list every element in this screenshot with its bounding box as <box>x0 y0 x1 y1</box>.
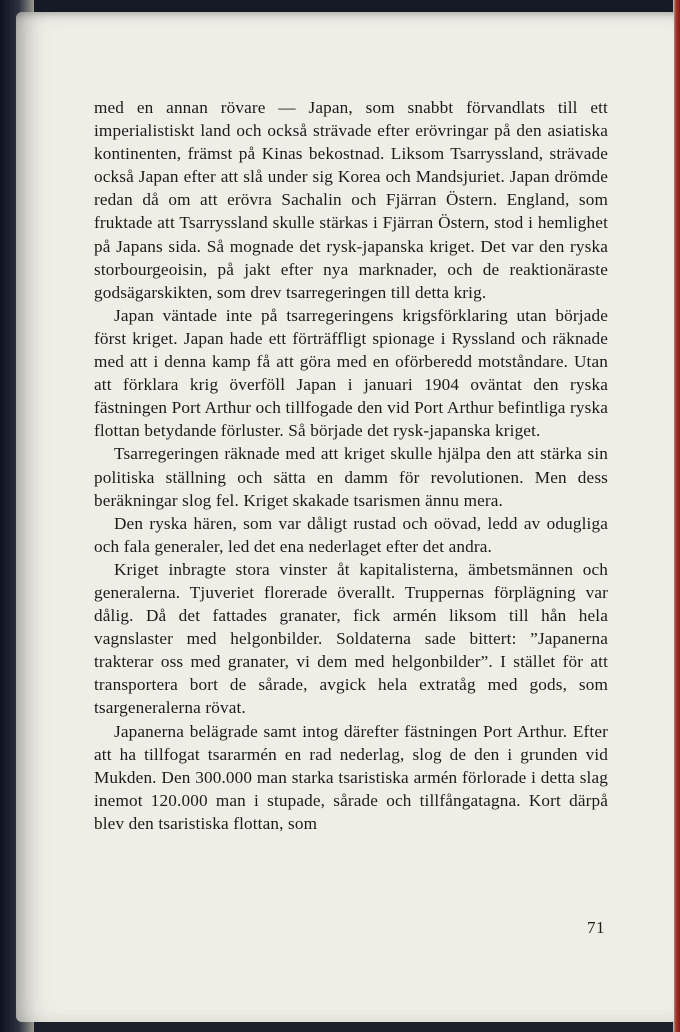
paragraph-3: Tsarregeringen räknade med att kriget skulle hjälpa den att stärka sin politiska ställning och sätta en damm för revolutionen. Men dess beräkningar slog fel. Kriget skakade tsarismen ännu mera. <box>94 444 608 510</box>
paragraph-5: Kriget inbragte stora vinster åt kapitalisterna, ämbetsmännen och generalerna. Tjuveriet florerade överallt. Truppernas förplägning var dålig. Då det fattades granater, fick armén liksom till hån hela vagnslaster med helgonbilder. Soldaterna sade bittert: ”Japanerna trakterar oss med granater, vi dem med helgonbilder”. I stället för att transportera bort de sårade, avgick hela extratåg med gods, som tsargeneralerna rövat. <box>94 559 608 718</box>
page-number: 71 <box>587 918 605 937</box>
book-page <box>16 12 674 1022</box>
book-cover-edge <box>673 0 680 1032</box>
page-body-text <box>94 96 608 835</box>
paragraph-6: Japanerna belägrade samt intog därefter fästningen Port Arthur. Efter att ha tillfogat tsararmén en rad nederlag, slog de den i grunden vid Mukden. Den 300.000 man starka tsaristiska armén förlorade i detta slag inemot 120.000 man i stupade, sårade och tillfångatagna. Kort därpå blev den tsaristiska flottan, som <box>94 721 608 833</box>
paragraph-4: Den ryska hären, som var dåligt rustad och oövad, ledd av odugliga och fala generaler, led det ena nederlaget efter det andra. <box>94 513 608 556</box>
paragraph-1: med en annan rövare — Japan, som snabbt förvandlats till ett imperialistiskt land och också strävade efter erövringar på den asiatiska kontinenten, främst på Kinas bekostnad. Liksom Tsarryssland, strävade också Japan efter att slå under sig Korea och Mandsjuriet. Japan drömde redan då om att erövra Sachalin och Fjärran Östern. England, som fruktade att Tsarryssland skulle stärkas i Fjärran Östern, stod i hemlighet på Japans sida. Så mognade det rysk-japanska kriget. Det var den ryska storbourgeoisin, på jakt efter nya marknader, och de reaktionäraste godsägarskikten, som drev tsarregeringen till detta krig. <box>94 98 608 302</box>
paragraph-2: Japan väntade inte på tsarregeringens krigsförklaring utan började först kriget. Japan hade ett förträffligt spionage i Ryssland och räknade med att i denna kamp få att göra med en oförberedd motståndare. Utan att förklara krig överföll Japan i januari 1904 oväntat den ryska fästningen Port Arthur och tillfogade den vid Port Arthur befintliga ryska flottan betydande förluster. Så började det rysk-japanska kriget. <box>94 305 608 441</box>
